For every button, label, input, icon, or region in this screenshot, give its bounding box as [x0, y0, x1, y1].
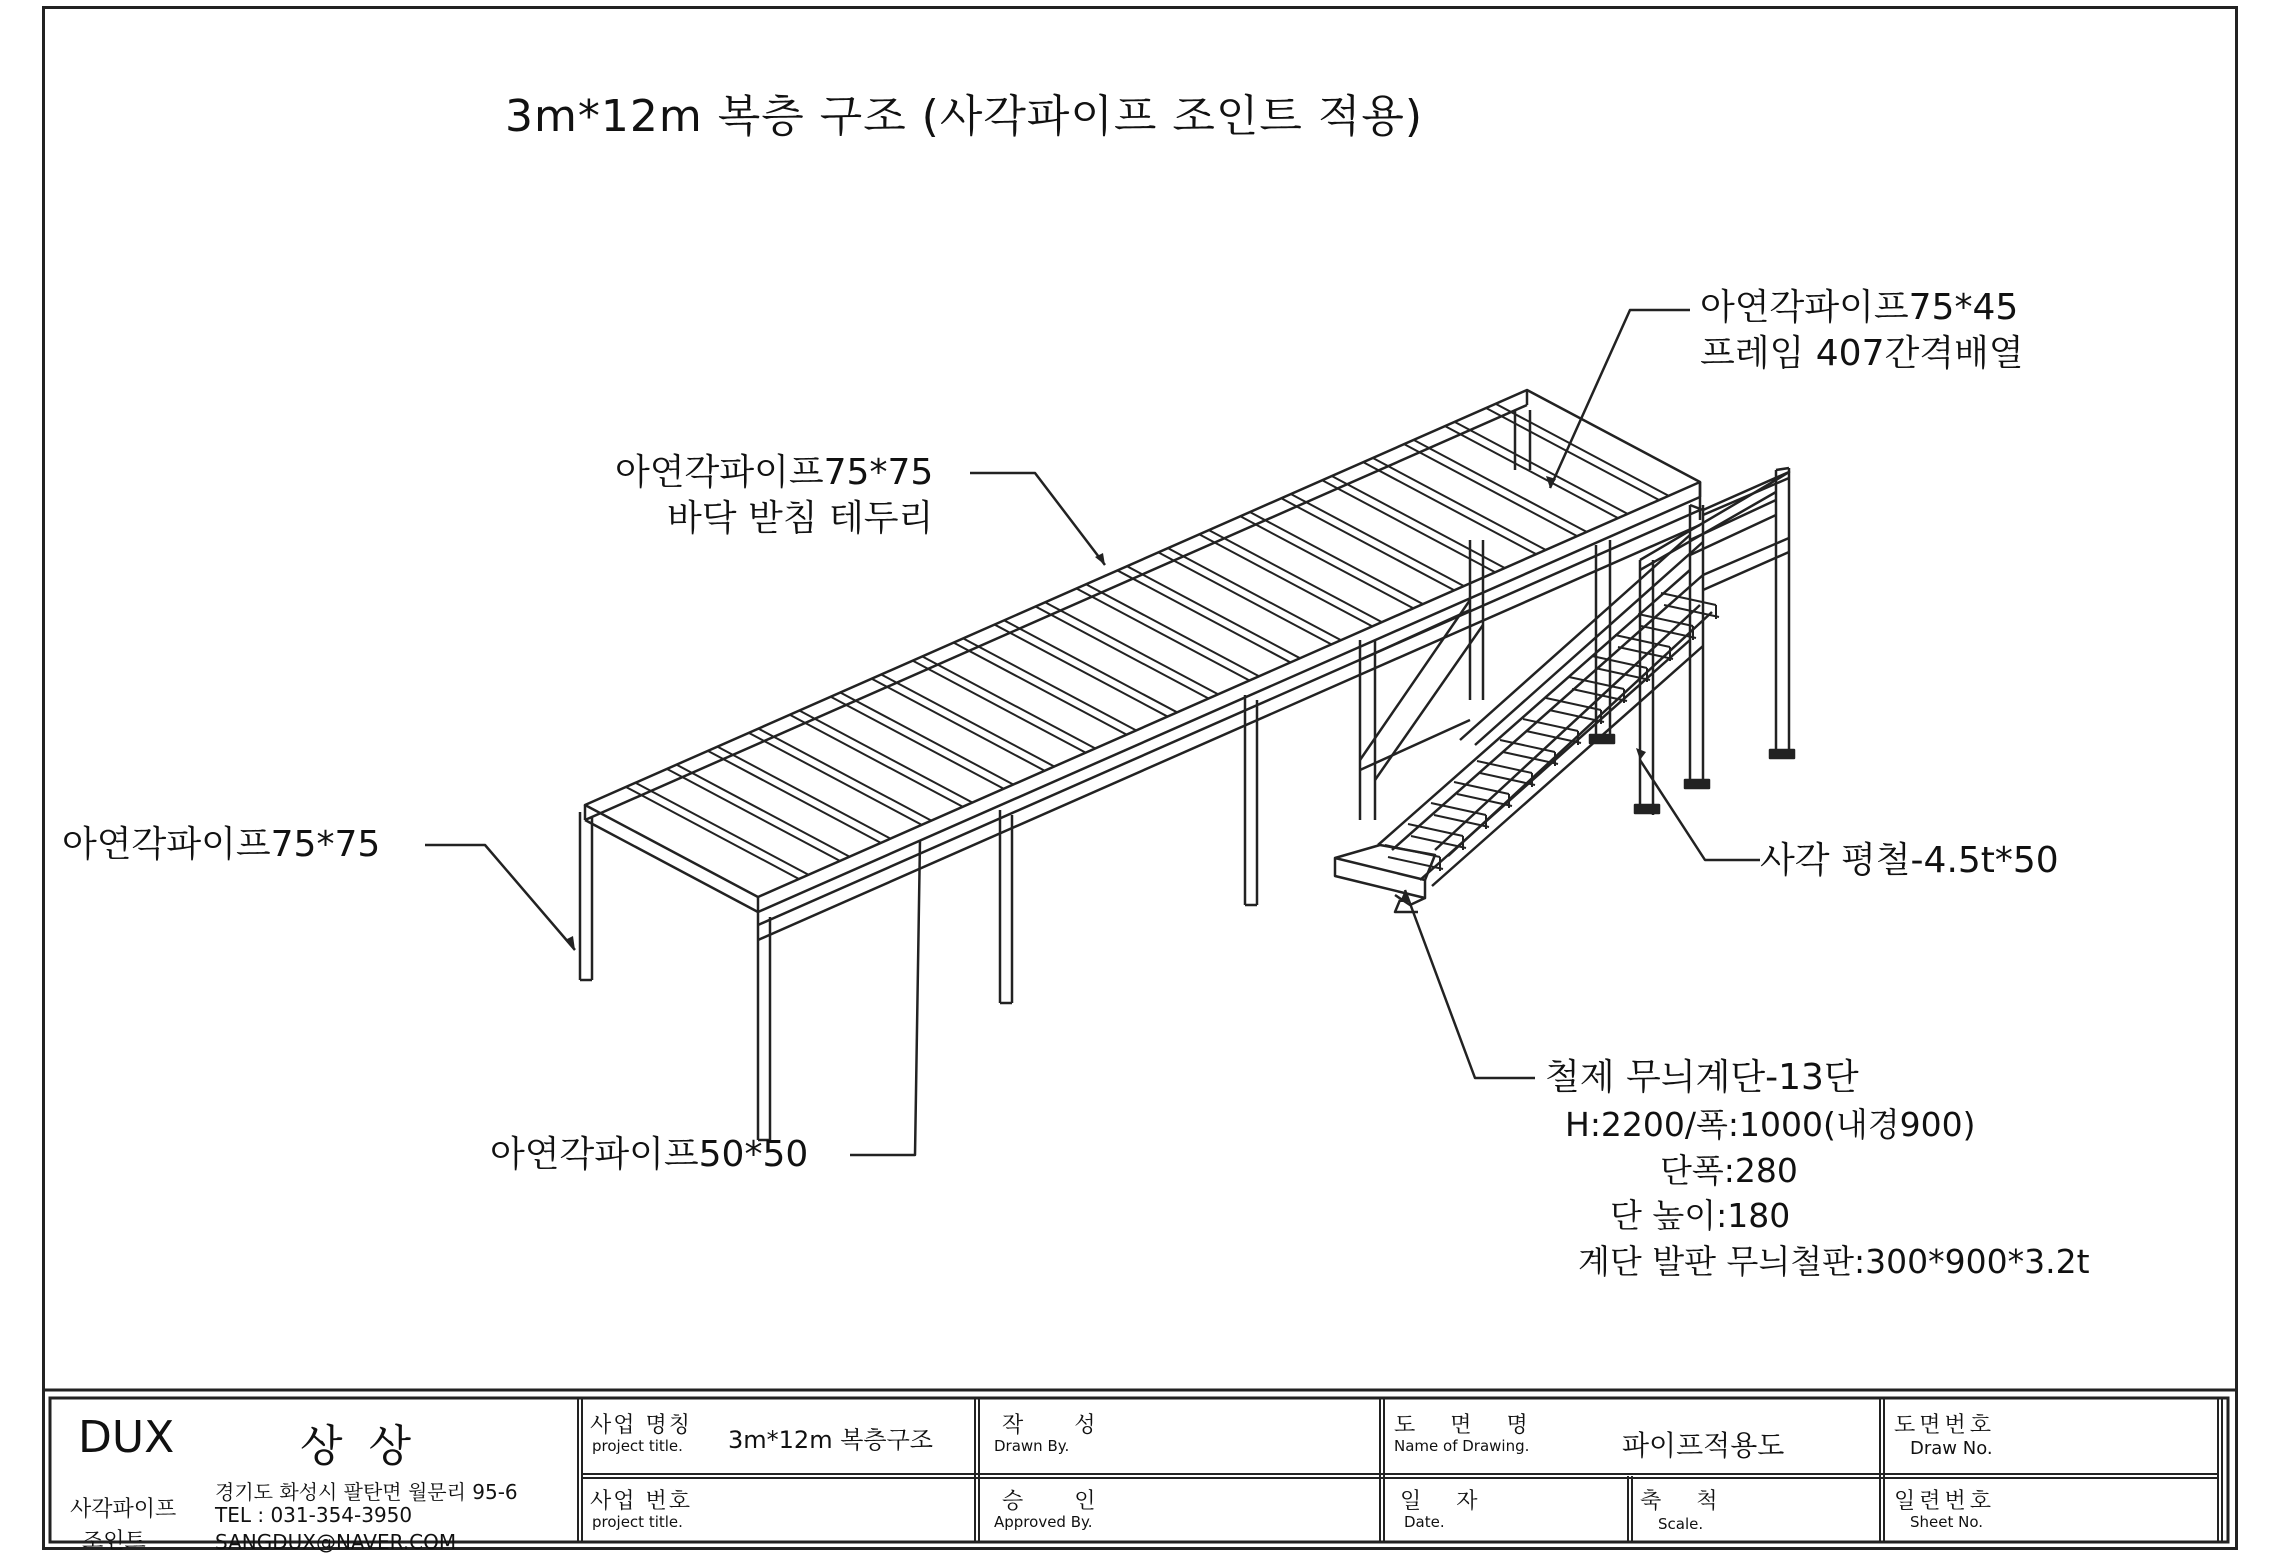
draw-no-label: 도면번호 — [1894, 1413, 1996, 1438]
date-label-en: Date. — [1404, 1513, 1445, 1531]
callout-frame-line2: 프레임 407간격배열 — [1700, 333, 2024, 374]
drawing-name-label: 도 면 명 — [1394, 1413, 1542, 1438]
scale-label: 축 척 — [1640, 1489, 1732, 1514]
product-line1: 사각파이프 — [70, 1497, 177, 1522]
drawn-by-label: 작 성 — [1002, 1413, 1118, 1438]
callout-mid-post: 아연각파이프50*50 — [490, 1134, 809, 1175]
approved-by-label: 승 인 — [1002, 1489, 1118, 1514]
product-line2: 조인트 — [82, 1529, 146, 1554]
stair-spec-2: 단폭:280 — [1660, 1151, 1798, 1190]
company-tel: TEL : 031-354-3950 — [215, 1503, 413, 1527]
callout-plate: 사각 평철-4.5t*50 — [1760, 840, 2059, 881]
project-no-label-en: project title. — [592, 1513, 683, 1531]
drawing-title: 3m*12m 복층 구조 (사각파이프 조인트 적용) — [505, 91, 1424, 142]
callout-floor-edge-line1: 아연각파이프75*75 — [615, 452, 934, 493]
project-no-label: 사업 번호 — [590, 1489, 693, 1514]
project-name-value: 3m*12m 복층구조 — [728, 1426, 933, 1454]
drawing-name-label-en: Name of Drawing. — [1394, 1437, 1530, 1455]
company-address: 경기도 화성시 팔탄면 월문리 95-6 — [215, 1480, 518, 1504]
stair-spec-1: H:2200/폭:1000(내경900) — [1565, 1105, 1976, 1144]
callout-stair: 철제 무늬계단-13단 — [1545, 1057, 1859, 1098]
company-name-kr: 상 상 — [300, 1421, 417, 1472]
sheet-no-label: 일련번호 — [1894, 1489, 1996, 1514]
callout-frame-line1: 아연각파이프75*45 — [1700, 287, 2019, 328]
company-name: DUX — [78, 1412, 175, 1463]
company-email: SANGDUX@NAVER.COM — [215, 1530, 457, 1554]
stair-spec-3: 단 높이:180 — [1610, 1196, 1791, 1235]
date-label: 일 자 — [1400, 1489, 1492, 1514]
scale-label-en: Scale. — [1658, 1515, 1704, 1533]
project-name-label: 사업 명칭 — [590, 1413, 693, 1438]
callout-corner-post: 아연각파이프75*75 — [62, 824, 381, 865]
sheet-no-label-en: Sheet No. — [1910, 1513, 1984, 1531]
callout-floor-edge-line2: 바닥 받침 테두리 — [666, 498, 934, 539]
approved-by-label-en: Approved By. — [994, 1513, 1093, 1531]
project-name-label-en: project title. — [592, 1437, 683, 1455]
drawing-name-value: 파이프적용도 — [1622, 1429, 1785, 1462]
draw-no-label-en: Draw No. — [1910, 1438, 1993, 1459]
drawn-by-label-en: Drawn By. — [994, 1437, 1070, 1455]
stair-spec-4: 계단 발판 무늬철판:300*900*3.2t — [1578, 1242, 2090, 1281]
